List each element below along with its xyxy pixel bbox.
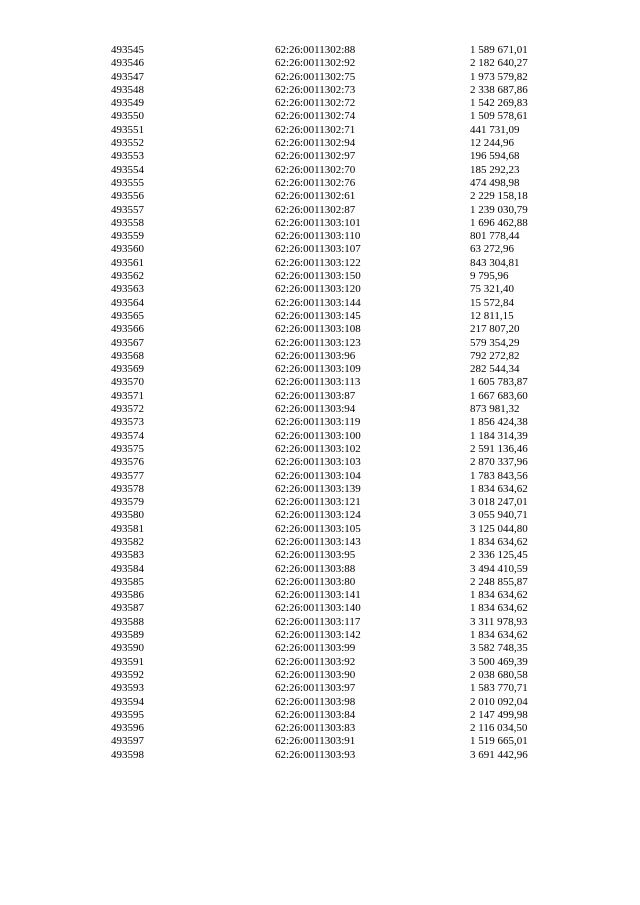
cadastral-number: 62:26:0011303:83 <box>275 722 356 735</box>
cadastral-value: 282 544,34 <box>470 363 520 376</box>
cadastral-value: 801 778,44 <box>470 230 520 243</box>
cadastral-number: 62:26:0011303:104 <box>275 469 361 482</box>
cadastral-number: 62:26:0011303:140 <box>275 602 361 615</box>
table-row <box>0 696 640 709</box>
cadastral-number: 62:26:0011303:143 <box>275 535 361 548</box>
row-number: 493570 <box>111 376 144 389</box>
table-row <box>0 270 640 283</box>
row-number: 493597 <box>111 735 144 748</box>
cadastral-value: 1 834 634,62 <box>470 629 528 642</box>
table-row <box>0 350 640 363</box>
cadastral-value: 579 354,29 <box>470 336 520 349</box>
table-row <box>0 323 640 336</box>
table-row <box>0 589 640 602</box>
row-number: 493566 <box>111 323 144 336</box>
row-number: 493558 <box>111 216 144 229</box>
cadastral-value: 2 248 855,87 <box>470 575 528 588</box>
row-number: 493568 <box>111 349 144 362</box>
table-row <box>0 177 640 190</box>
cadastral-number: 62:26:0011302:72 <box>275 97 356 110</box>
cadastral-number: 62:26:0011302:71 <box>275 123 356 136</box>
cadastral-number: 62:26:0011303:103 <box>275 456 361 469</box>
row-number: 493565 <box>111 309 144 322</box>
cadastral-value: 185 292,23 <box>470 163 520 176</box>
cadastral-value: 3 125 044,80 <box>470 522 528 535</box>
table-row <box>0 749 640 762</box>
table-row <box>0 310 640 323</box>
cadastral-value: 2 591 136,46 <box>470 442 528 455</box>
cadastral-number: 62:26:0011303:142 <box>275 629 361 642</box>
row-number: 493545 <box>111 44 144 56</box>
cadastral-value: 1 834 634,62 <box>470 482 528 495</box>
row-number: 493553 <box>111 150 144 163</box>
row-number: 493576 <box>111 456 144 469</box>
row-number: 493588 <box>111 615 144 628</box>
cadastral-number: 62:26:0011302:74 <box>275 110 356 123</box>
cadastral-number: 62:26:0011303:109 <box>275 363 361 376</box>
row-number: 493582 <box>111 535 144 548</box>
cadastral-value: 2 116 034,50 <box>470 722 528 735</box>
row-number: 493587 <box>111 602 144 615</box>
cadastral-number: 62:26:0011303:120 <box>275 283 361 296</box>
cadastral-number: 62:26:0011303:88 <box>275 562 356 575</box>
row-number: 493579 <box>111 496 144 509</box>
row-number: 493596 <box>111 722 144 735</box>
cadastral-number: 62:26:0011303:150 <box>275 270 361 283</box>
table-row <box>0 470 640 483</box>
cadastral-number: 62:26:0011302:76 <box>275 176 356 189</box>
row-number: 493551 <box>111 123 144 136</box>
row-number: 493546 <box>111 57 144 70</box>
cadastral-number: 62:26:0011303:144 <box>275 296 361 309</box>
table-row <box>0 456 640 469</box>
cadastral-value: 1 509 578,61 <box>470 110 528 123</box>
cadastral-number: 62:26:0011302:75 <box>275 70 356 83</box>
table-row <box>0 616 640 629</box>
cadastral-value: 1 834 634,62 <box>470 602 528 615</box>
table-row <box>0 483 640 496</box>
cadastral-value: 1 856 424,38 <box>470 416 528 429</box>
cadastral-value: 12 244,96 <box>470 137 514 150</box>
row-number: 493577 <box>111 469 144 482</box>
cadastral-value: 1 583 770,71 <box>470 682 528 695</box>
cadastral-number: 62:26:0011303:94 <box>275 403 356 416</box>
cadastral-number: 62:26:0011303:98 <box>275 695 356 708</box>
cadastral-value: 2 336 125,45 <box>470 549 528 562</box>
cadastral-number: 62:26:0011303:100 <box>275 429 361 442</box>
table-row <box>0 204 640 217</box>
cadastral-value: 63 272,96 <box>470 243 514 256</box>
cadastral-value: 1 667 683,60 <box>470 389 528 402</box>
row-number: 493591 <box>111 655 144 668</box>
cadastral-number: 62:26:0011303:119 <box>275 416 361 429</box>
cadastral-number: 62:26:0011303:102 <box>275 442 361 455</box>
cadastral-number: 62:26:0011303:87 <box>275 389 356 402</box>
row-number: 493595 <box>111 708 144 721</box>
row-number: 493594 <box>111 695 144 708</box>
table-row <box>0 656 640 669</box>
cadastral-number: 62:26:0011303:110 <box>275 230 361 243</box>
table-row <box>0 57 640 70</box>
row-number: 493555 <box>111 176 144 189</box>
cadastral-value: 12 811,15 <box>470 309 514 322</box>
row-number: 493549 <box>111 97 144 110</box>
cadastral-value: 843 304,81 <box>470 256 520 269</box>
cadastral-value: 3 500 469,39 <box>470 655 528 668</box>
cadastral-number: 62:26:0011303:96 <box>275 349 356 362</box>
row-number: 493585 <box>111 575 144 588</box>
row-number: 493557 <box>111 203 144 216</box>
row-number: 493586 <box>111 589 144 602</box>
row-number: 493562 <box>111 270 144 283</box>
table-row <box>0 230 640 243</box>
cadastral-number: 62:26:0011303:122 <box>275 256 361 269</box>
table-row <box>0 563 640 576</box>
cadastral-value: 2 182 640,27 <box>470 57 528 70</box>
cadastral-value: 1 239 030,79 <box>470 203 528 216</box>
row-number: 493552 <box>111 137 144 150</box>
cadastral-value: 792 272,82 <box>470 349 520 362</box>
row-number: 493598 <box>111 748 144 761</box>
table-row <box>0 283 640 296</box>
cadastral-number: 62:26:0011303:124 <box>275 509 361 522</box>
table-row <box>0 509 640 522</box>
cadastral-number: 62:26:0011302:88 <box>275 44 356 56</box>
cadastral-value: 1 973 579,82 <box>470 70 528 83</box>
cadastral-number: 62:26:0011303:139 <box>275 482 361 495</box>
cadastral-value: 2 010 092,04 <box>470 695 528 708</box>
table-row <box>0 190 640 203</box>
table-row <box>0 536 640 549</box>
row-number: 493550 <box>111 110 144 123</box>
table-row <box>0 642 640 655</box>
row-number: 493581 <box>111 522 144 535</box>
table-row <box>0 164 640 177</box>
table-row <box>0 84 640 97</box>
cadastral-value: 2 038 680,58 <box>470 668 528 681</box>
row-number: 493590 <box>111 642 144 655</box>
cadastral-number: 62:26:0011303:99 <box>275 642 356 655</box>
cadastral-number: 62:26:0011303:92 <box>275 655 356 668</box>
cadastral-value-table <box>0 44 640 762</box>
cadastral-number: 62:26:0011303:97 <box>275 682 356 695</box>
row-number: 493583 <box>111 549 144 562</box>
cadastral-number: 62:26:0011302:87 <box>275 203 356 216</box>
row-number: 493567 <box>111 336 144 349</box>
cadastral-number: 62:26:0011303:145 <box>275 309 361 322</box>
table-row <box>0 363 640 376</box>
cadastral-number: 62:26:0011303:101 <box>275 216 361 229</box>
table-row <box>0 735 640 748</box>
table-row <box>0 430 640 443</box>
table-row <box>0 97 640 110</box>
cadastral-value: 873 981,32 <box>470 403 520 416</box>
table-row <box>0 576 640 589</box>
row-number: 493556 <box>111 190 144 203</box>
table-row <box>0 297 640 310</box>
table-row <box>0 496 640 509</box>
table-row <box>0 709 640 722</box>
cadastral-number: 62:26:0011303:90 <box>275 668 356 681</box>
cadastral-value: 1 783 843,56 <box>470 469 528 482</box>
row-number: 493571 <box>111 389 144 402</box>
table-row <box>0 602 640 615</box>
row-number: 493554 <box>111 163 144 176</box>
cadastral-number: 62:26:0011302:73 <box>275 83 356 96</box>
row-number: 493589 <box>111 629 144 642</box>
table-body <box>0 44 640 762</box>
cadastral-number: 62:26:0011302:92 <box>275 57 356 70</box>
cadastral-number: 62:26:0011303:123 <box>275 336 361 349</box>
table-row <box>0 416 640 429</box>
cadastral-number: 62:26:0011303:121 <box>275 496 361 509</box>
row-number: 493560 <box>111 243 144 256</box>
cadastral-value: 2 338 687,86 <box>470 83 528 96</box>
cadastral-value: 3 582 748,35 <box>470 642 528 655</box>
row-number: 493593 <box>111 682 144 695</box>
cadastral-number: 62:26:0011303:95 <box>275 549 356 562</box>
cadastral-number: 62:26:0011303:93 <box>275 748 356 761</box>
cadastral-number: 62:26:0011303:141 <box>275 589 361 602</box>
table-row <box>0 243 640 256</box>
row-number: 493569 <box>111 363 144 376</box>
row-number: 493561 <box>111 256 144 269</box>
cadastral-value: 3 311 978,93 <box>470 615 528 628</box>
cadastral-number: 62:26:0011303:117 <box>275 615 361 628</box>
table-row <box>0 124 640 137</box>
cadastral-value: 1 184 314,39 <box>470 429 528 442</box>
row-number: 493580 <box>111 509 144 522</box>
row-number: 493575 <box>111 442 144 455</box>
cadastral-number: 62:26:0011303:105 <box>275 522 361 535</box>
table-row <box>0 257 640 270</box>
cadastral-value: 2 147 499,98 <box>470 708 528 721</box>
table-row <box>0 137 640 150</box>
cadastral-value: 15 572,84 <box>470 296 514 309</box>
cadastral-value: 75 321,40 <box>470 283 514 296</box>
cadastral-number: 62:26:0011302:61 <box>275 190 356 203</box>
cadastral-number: 62:26:0011302:97 <box>275 150 356 163</box>
table-row <box>0 523 640 536</box>
table-row <box>0 110 640 123</box>
cadastral-value: 3 055 940,71 <box>470 509 528 522</box>
cadastral-value: 3 494 410,59 <box>470 562 528 575</box>
cadastral-value: 1 696 462,88 <box>470 216 528 229</box>
cadastral-value: 474 498,98 <box>470 176 520 189</box>
table-row <box>0 549 640 562</box>
row-number: 493559 <box>111 230 144 243</box>
row-number: 493572 <box>111 403 144 416</box>
table-row <box>0 443 640 456</box>
cadastral-number: 62:26:0011303:108 <box>275 323 361 336</box>
cadastral-value: 196 594,68 <box>470 150 520 163</box>
row-number: 493563 <box>111 283 144 296</box>
table-row <box>0 669 640 682</box>
cadastral-value: 2 229 158,18 <box>470 190 528 203</box>
cadastral-value: 217 807,20 <box>470 323 520 336</box>
table-row <box>0 722 640 735</box>
row-number: 493584 <box>111 562 144 575</box>
cadastral-value: 9 795,96 <box>470 270 509 283</box>
table-row <box>0 390 640 403</box>
cadastral-value: 441 731,09 <box>470 123 520 136</box>
cadastral-value: 1 589 671,01 <box>470 44 528 56</box>
table-row <box>0 682 640 695</box>
row-number: 493592 <box>111 668 144 681</box>
cadastral-value: 3 018 247,01 <box>470 496 528 509</box>
row-number: 493573 <box>111 416 144 429</box>
cadastral-number: 62:26:0011302:70 <box>275 163 356 176</box>
table-row <box>0 44 640 57</box>
row-number: 493564 <box>111 296 144 309</box>
row-number: 493574 <box>111 429 144 442</box>
cadastral-value: 3 691 442,96 <box>470 748 528 761</box>
cadastral-number: 62:26:0011303:113 <box>275 376 361 389</box>
cadastral-value: 1 834 634,62 <box>470 589 528 602</box>
cadastral-value: 1 542 269,83 <box>470 97 528 110</box>
cadastral-number: 62:26:0011303:80 <box>275 575 356 588</box>
cadastral-value: 1 605 783,87 <box>470 376 528 389</box>
row-number: 493578 <box>111 482 144 495</box>
table-row <box>0 403 640 416</box>
cadastral-value: 2 870 337,96 <box>470 456 528 469</box>
cadastral-number: 62:26:0011302:94 <box>275 137 356 150</box>
cadastral-number: 62:26:0011303:91 <box>275 735 356 748</box>
table-row <box>0 337 640 350</box>
cadastral-number: 62:26:0011303:107 <box>275 243 361 256</box>
table-row <box>0 71 640 84</box>
cadastral-value: 1 834 634,62 <box>470 535 528 548</box>
cadastral-value: 1 519 665,01 <box>470 735 528 748</box>
cadastral-number: 62:26:0011303:84 <box>275 708 356 721</box>
table-row <box>0 376 640 389</box>
row-number: 493547 <box>111 70 144 83</box>
table-row <box>0 629 640 642</box>
row-number: 493548 <box>111 83 144 96</box>
table-row <box>0 150 640 163</box>
table-row <box>0 217 640 230</box>
